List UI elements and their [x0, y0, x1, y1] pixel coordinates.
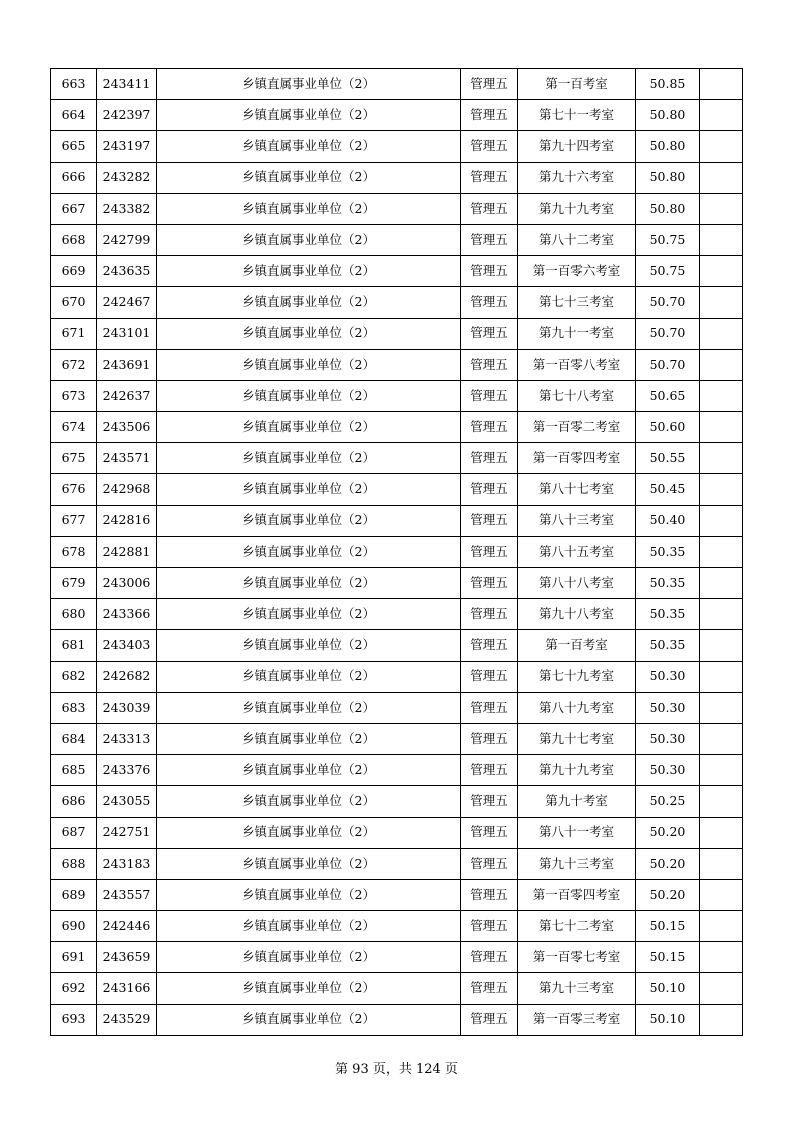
unit-cell: 乡镇直属事业单位（2）: [157, 69, 461, 100]
rank-cell: 677: [51, 505, 97, 536]
exam-room-cell: 第八十五考室: [518, 536, 636, 567]
exam-id-cell: 243166: [97, 973, 157, 1004]
position-cell: 管理五: [461, 879, 518, 910]
unit-cell: 乡镇直属事业单位（2）: [157, 380, 461, 411]
position-cell: 管理五: [461, 661, 518, 692]
rank-cell: 692: [51, 973, 97, 1004]
position-cell: 管理五: [461, 848, 518, 879]
table-row: [51, 599, 743, 630]
note-cell: [700, 786, 743, 817]
exam-id-cell: 243635: [97, 256, 157, 287]
exam-id-cell: 243403: [97, 630, 157, 661]
table-row: [51, 162, 743, 193]
rank-cell: 679: [51, 568, 97, 599]
table-row: [51, 755, 743, 786]
table-row: [51, 911, 743, 942]
position-cell: 管理五: [461, 193, 518, 224]
rank-cell: 669: [51, 256, 97, 287]
unit-cell: 乡镇直属事业单位（2）: [157, 1004, 461, 1035]
rank-cell: 688: [51, 848, 97, 879]
unit-cell: 乡镇直属事业单位（2）: [157, 505, 461, 536]
table-row: [51, 661, 743, 692]
position-cell: 管理五: [461, 100, 518, 131]
rank-cell: 682: [51, 661, 97, 692]
exam-room-cell: 第一百零六考室: [518, 256, 636, 287]
position-cell: 管理五: [461, 1004, 518, 1035]
unit-cell: 乡镇直属事业单位（2）: [157, 973, 461, 1004]
note-cell: [700, 318, 743, 349]
score-cell: 50.70: [636, 318, 700, 349]
exam-room-cell: 第一百零二考室: [518, 412, 636, 443]
unit-cell: 乡镇直属事业单位（2）: [157, 911, 461, 942]
position-cell: 管理五: [461, 162, 518, 193]
unit-cell: 乡镇直属事业单位（2）: [157, 224, 461, 255]
score-cell: 50.15: [636, 942, 700, 973]
position-cell: 管理五: [461, 412, 518, 443]
exam-id-cell: 243039: [97, 692, 157, 723]
table-row: [51, 692, 743, 723]
score-cell: 50.55: [636, 443, 700, 474]
unit-cell: 乡镇直属事业单位（2）: [157, 755, 461, 786]
exam-room-cell: 第一百零七考室: [518, 942, 636, 973]
rank-cell: 673: [51, 380, 97, 411]
position-cell: 管理五: [461, 692, 518, 723]
exam-id-cell: 243411: [97, 69, 157, 100]
exam-room-cell: 第七十三考室: [518, 287, 636, 318]
table-row: [51, 100, 743, 131]
note-cell: [700, 942, 743, 973]
rank-cell: 681: [51, 630, 97, 661]
score-cell: 50.35: [636, 568, 700, 599]
score-cell: 50.15: [636, 911, 700, 942]
note-cell: [700, 879, 743, 910]
exam-id-cell: 243282: [97, 162, 157, 193]
exam-id-cell: 242467: [97, 287, 157, 318]
exam-id-cell: 243101: [97, 318, 157, 349]
exam-id-cell: 242751: [97, 817, 157, 848]
position-cell: 管理五: [461, 505, 518, 536]
exam-id-cell: 243506: [97, 412, 157, 443]
score-cell: 50.60: [636, 412, 700, 443]
exam-room-cell: 第八十三考室: [518, 505, 636, 536]
unit-cell: 乡镇直属事业单位（2）: [157, 256, 461, 287]
exam-room-cell: 第一百考室: [518, 69, 636, 100]
position-cell: 管理五: [461, 630, 518, 661]
score-cell: 50.80: [636, 131, 700, 162]
rank-cell: 671: [51, 318, 97, 349]
unit-cell: 乡镇直属事业单位（2）: [157, 817, 461, 848]
exam-id-cell: 242637: [97, 380, 157, 411]
page-number-text: 第 93 页，共 124 页: [335, 1062, 458, 1077]
note-cell: [700, 380, 743, 411]
rank-cell: 666: [51, 162, 97, 193]
exam-room-cell: 第九十九考室: [518, 755, 636, 786]
position-cell: 管理五: [461, 131, 518, 162]
exam-id-cell: 242881: [97, 536, 157, 567]
exam-room-cell: 第九十七考室: [518, 723, 636, 754]
position-cell: 管理五: [461, 973, 518, 1004]
note-cell: [700, 848, 743, 879]
exam-room-cell: 第八十九考室: [518, 692, 636, 723]
rank-cell: 684: [51, 723, 97, 754]
score-cell: 50.10: [636, 1004, 700, 1035]
position-cell: 管理五: [461, 318, 518, 349]
exam-room-cell: 第九十三考室: [518, 848, 636, 879]
note-cell: [700, 349, 743, 380]
exam-room-cell: 第七十一考室: [518, 100, 636, 131]
position-cell: 管理五: [461, 380, 518, 411]
position-cell: 管理五: [461, 942, 518, 973]
exam-room-cell: 第九十六考室: [518, 162, 636, 193]
note-cell: [700, 661, 743, 692]
note-cell: [700, 1004, 743, 1035]
note-cell: [700, 505, 743, 536]
exam-id-cell: 242799: [97, 224, 157, 255]
table-row: [51, 942, 743, 973]
rank-cell: 686: [51, 786, 97, 817]
position-cell: 管理五: [461, 349, 518, 380]
rank-cell: 672: [51, 349, 97, 380]
table-row: [51, 69, 743, 100]
position-cell: 管理五: [461, 723, 518, 754]
score-cell: 50.35: [636, 599, 700, 630]
note-cell: [700, 599, 743, 630]
exam-room-cell: 第九十四考室: [518, 131, 636, 162]
score-cell: 50.30: [636, 661, 700, 692]
score-cell: 50.35: [636, 630, 700, 661]
score-cell: 50.30: [636, 692, 700, 723]
unit-cell: 乡镇直属事业单位（2）: [157, 412, 461, 443]
exam-id-cell: 243055: [97, 786, 157, 817]
exam-id-cell: 243313: [97, 723, 157, 754]
unit-cell: 乡镇直属事业单位（2）: [157, 786, 461, 817]
table-row: [51, 443, 743, 474]
results-table: [50, 68, 743, 1036]
table-row: [51, 817, 743, 848]
exam-room-cell: 第九十一考室: [518, 318, 636, 349]
note-cell: [700, 131, 743, 162]
unit-cell: 乡镇直属事业单位（2）: [157, 349, 461, 380]
score-cell: 50.30: [636, 723, 700, 754]
score-cell: 50.75: [636, 256, 700, 287]
score-cell: 50.65: [636, 380, 700, 411]
exam-room-cell: 第七十九考室: [518, 661, 636, 692]
note-cell: [700, 911, 743, 942]
unit-cell: 乡镇直属事业单位（2）: [157, 661, 461, 692]
unit-cell: 乡镇直属事业单位（2）: [157, 474, 461, 505]
table-row: [51, 723, 743, 754]
rank-cell: 687: [51, 817, 97, 848]
unit-cell: 乡镇直属事业单位（2）: [157, 100, 461, 131]
rank-cell: 674: [51, 412, 97, 443]
table-body: [51, 69, 743, 1036]
position-cell: 管理五: [461, 755, 518, 786]
exam-id-cell: 243366: [97, 599, 157, 630]
position-cell: 管理五: [461, 911, 518, 942]
exam-id-cell: 243382: [97, 193, 157, 224]
position-cell: 管理五: [461, 599, 518, 630]
score-cell: 50.20: [636, 879, 700, 910]
exam-id-cell: 243529: [97, 1004, 157, 1035]
exam-room-cell: 第一百考室: [518, 630, 636, 661]
exam-id-cell: 242397: [97, 100, 157, 131]
exam-room-cell: 第九十九考室: [518, 193, 636, 224]
rank-cell: 690: [51, 911, 97, 942]
rank-cell: 664: [51, 100, 97, 131]
note-cell: [700, 973, 743, 1004]
table-row: [51, 536, 743, 567]
table-row: [51, 1004, 743, 1035]
table-row: [51, 287, 743, 318]
score-cell: 50.80: [636, 100, 700, 131]
position-cell: 管理五: [461, 817, 518, 848]
note-cell: [700, 162, 743, 193]
score-cell: 50.40: [636, 505, 700, 536]
rank-cell: 665: [51, 131, 97, 162]
note-cell: [700, 287, 743, 318]
table-row: [51, 474, 743, 505]
exam-room-cell: 第九十考室: [518, 786, 636, 817]
note-cell: [700, 755, 743, 786]
exam-room-cell: 第一百零四考室: [518, 879, 636, 910]
table-row: [51, 848, 743, 879]
rank-cell: 685: [51, 755, 97, 786]
exam-room-cell: 第八十二考室: [518, 224, 636, 255]
table-row: [51, 131, 743, 162]
unit-cell: 乡镇直属事业单位（2）: [157, 193, 461, 224]
exam-room-cell: 第八十一考室: [518, 817, 636, 848]
position-cell: 管理五: [461, 474, 518, 505]
exam-room-cell: 第七十二考室: [518, 911, 636, 942]
table-row: [51, 380, 743, 411]
table-row: [51, 879, 743, 910]
rank-cell: 680: [51, 599, 97, 630]
exam-room-cell: 第七十八考室: [518, 380, 636, 411]
rank-cell: 663: [51, 69, 97, 100]
exam-id-cell: 242682: [97, 661, 157, 692]
table-row: [51, 973, 743, 1004]
score-cell: 50.45: [636, 474, 700, 505]
score-cell: 50.85: [636, 69, 700, 100]
rank-cell: 678: [51, 536, 97, 567]
note-cell: [700, 412, 743, 443]
exam-id-cell: 242446: [97, 911, 157, 942]
position-cell: 管理五: [461, 536, 518, 567]
table-row: [51, 193, 743, 224]
rank-cell: 668: [51, 224, 97, 255]
rank-cell: 670: [51, 287, 97, 318]
rank-cell: 691: [51, 942, 97, 973]
exam-id-cell: 243691: [97, 349, 157, 380]
table-row: [51, 568, 743, 599]
note-cell: [700, 692, 743, 723]
rank-cell: 667: [51, 193, 97, 224]
score-cell: 50.10: [636, 973, 700, 1004]
position-cell: 管理五: [461, 69, 518, 100]
exam-id-cell: 243197: [97, 131, 157, 162]
position-cell: 管理五: [461, 786, 518, 817]
score-cell: 50.25: [636, 786, 700, 817]
position-cell: 管理五: [461, 256, 518, 287]
exam-room-cell: 第八十八考室: [518, 568, 636, 599]
page-footer: [0, 1058, 793, 1077]
unit-cell: 乡镇直属事业单位（2）: [157, 318, 461, 349]
unit-cell: 乡镇直属事业单位（2）: [157, 599, 461, 630]
exam-id-cell: 243376: [97, 755, 157, 786]
unit-cell: 乡镇直属事业单位（2）: [157, 723, 461, 754]
note-cell: [700, 723, 743, 754]
exam-id-cell: 243659: [97, 942, 157, 973]
note-cell: [700, 193, 743, 224]
exam-room-cell: 第九十三考室: [518, 973, 636, 1004]
unit-cell: 乡镇直属事业单位（2）: [157, 568, 461, 599]
table-row: [51, 256, 743, 287]
unit-cell: 乡镇直属事业单位（2）: [157, 879, 461, 910]
exam-room-cell: 第一百零三考室: [518, 1004, 636, 1035]
exam-room-cell: 第八十七考室: [518, 474, 636, 505]
note-cell: [700, 630, 743, 661]
note-cell: [700, 443, 743, 474]
unit-cell: 乡镇直属事业单位（2）: [157, 131, 461, 162]
rank-cell: 676: [51, 474, 97, 505]
unit-cell: 乡镇直属事业单位（2）: [157, 443, 461, 474]
note-cell: [700, 817, 743, 848]
rank-cell: 675: [51, 443, 97, 474]
rank-cell: 693: [51, 1004, 97, 1035]
table-row: [51, 349, 743, 380]
unit-cell: 乡镇直属事业单位（2）: [157, 942, 461, 973]
unit-cell: 乡镇直属事业单位（2）: [157, 848, 461, 879]
exam-room-cell: 第一百零四考室: [518, 443, 636, 474]
note-cell: [700, 69, 743, 100]
note-cell: [700, 100, 743, 131]
unit-cell: 乡镇直属事业单位（2）: [157, 692, 461, 723]
score-cell: 50.20: [636, 817, 700, 848]
note-cell: [700, 224, 743, 255]
exam-room-cell: 第九十八考室: [518, 599, 636, 630]
table-row: [51, 505, 743, 536]
unit-cell: 乡镇直属事业单位（2）: [157, 536, 461, 567]
rank-cell: 689: [51, 879, 97, 910]
score-cell: 50.80: [636, 193, 700, 224]
table-row: [51, 318, 743, 349]
exam-id-cell: 242816: [97, 505, 157, 536]
note-cell: [700, 256, 743, 287]
table-row: [51, 412, 743, 443]
unit-cell: 乡镇直属事业单位（2）: [157, 162, 461, 193]
score-cell: 50.75: [636, 224, 700, 255]
score-cell: 50.70: [636, 349, 700, 380]
score-cell: 50.20: [636, 848, 700, 879]
exam-id-cell: 243571: [97, 443, 157, 474]
rank-cell: 683: [51, 692, 97, 723]
position-cell: 管理五: [461, 287, 518, 318]
exam-room-cell: 第一百零八考室: [518, 349, 636, 380]
unit-cell: 乡镇直属事业单位（2）: [157, 630, 461, 661]
score-cell: 50.80: [636, 162, 700, 193]
exam-id-cell: 243557: [97, 879, 157, 910]
exam-id-cell: 242968: [97, 474, 157, 505]
score-cell: 50.30: [636, 755, 700, 786]
position-cell: 管理五: [461, 568, 518, 599]
score-cell: 50.35: [636, 536, 700, 567]
exam-id-cell: 243183: [97, 848, 157, 879]
exam-id-cell: 243006: [97, 568, 157, 599]
position-cell: 管理五: [461, 224, 518, 255]
note-cell: [700, 568, 743, 599]
table-row: [51, 630, 743, 661]
table-row: [51, 224, 743, 255]
position-cell: 管理五: [461, 443, 518, 474]
score-cell: 50.70: [636, 287, 700, 318]
note-cell: [700, 536, 743, 567]
note-cell: [700, 474, 743, 505]
table-row: [51, 786, 743, 817]
unit-cell: 乡镇直属事业单位（2）: [157, 287, 461, 318]
